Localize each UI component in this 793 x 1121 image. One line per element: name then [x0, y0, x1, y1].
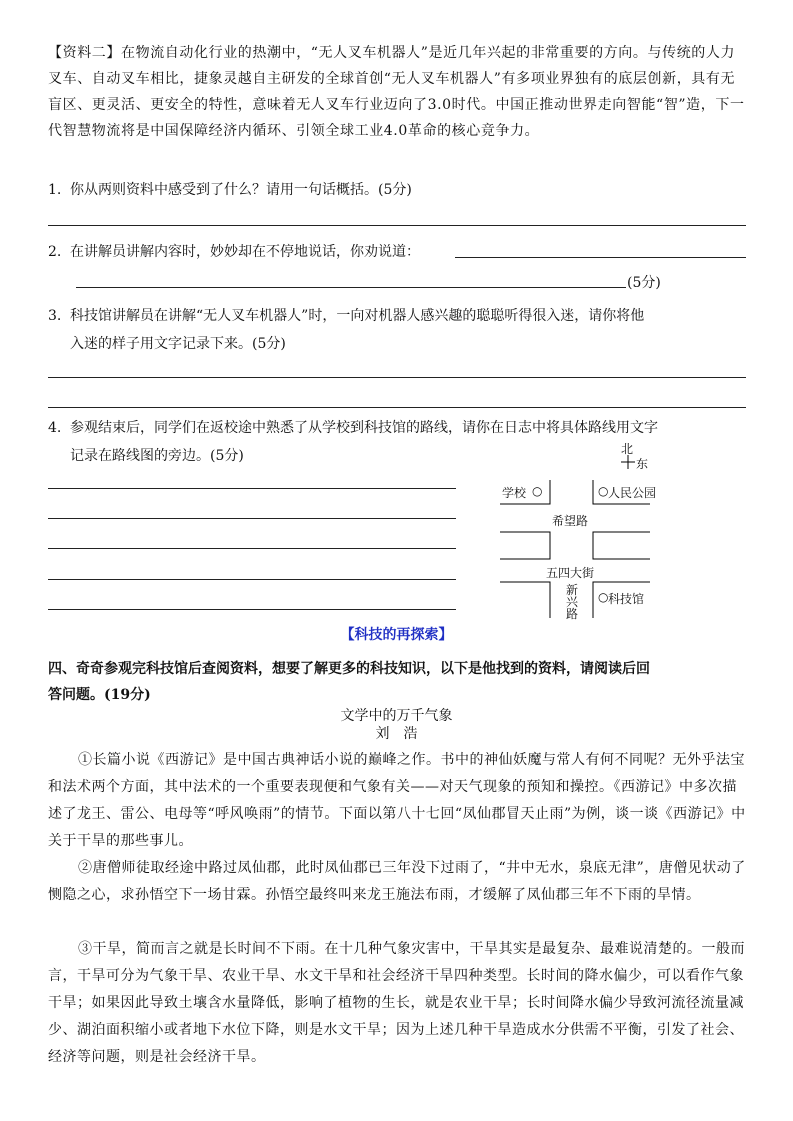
question-2-text: 在讲解员讲解内容时，妙妙却在不停地说话，你劝说道：	[70, 244, 420, 260]
part-4-heading-line2: 答问题。(19分)	[48, 687, 151, 703]
compass-east-label: 东	[636, 457, 649, 471]
answer-line-q1[interactable]	[48, 225, 746, 226]
question-4-line2: 记录在路线图的旁边。(5分)	[70, 448, 244, 464]
museum-label: 科技馆	[608, 592, 645, 606]
question-2-number: 2.	[48, 244, 62, 260]
school-marker-icon: ○	[532, 484, 543, 498]
road-xinxing-label-2: 兴	[566, 595, 579, 609]
answer-line-q2b[interactable]	[76, 287, 626, 288]
road-xiwang-label: 希望路	[552, 514, 589, 528]
answer-line-q3b[interactable]	[48, 407, 746, 408]
article-author: 刘 浩	[375, 726, 418, 742]
part-4-heading	[48, 656, 748, 708]
road-xinxing-label-3: 路	[566, 607, 579, 621]
question-2-score: (5分)	[627, 275, 661, 291]
school-label: 学校	[502, 486, 527, 500]
park-marker-icon: ○	[598, 484, 609, 498]
answer-line-q3a[interactable]	[48, 377, 746, 378]
answer-line-q4e[interactable]	[48, 609, 456, 610]
question-1-text: 你从两则资料中感受到了什么？请用一句话概括。(5分)	[70, 182, 412, 198]
question-3	[48, 302, 748, 358]
answer-line-q4b[interactable]	[48, 518, 456, 519]
question-4-line1: 参观结束后，同学们在返校途中熟悉了从学校到科技馆的路线，请你在日志中将具体路线用文字	[70, 420, 658, 436]
question-3-line1: 科技馆讲解员在讲解“无人叉车机器人”时，一向对机器人感兴趣的聪聪听得很入迷，请你将他	[70, 308, 645, 324]
answer-line-q2a[interactable]	[455, 257, 746, 258]
article-title: 文学中的万千气象	[340, 708, 453, 724]
route-map-roads	[490, 440, 680, 620]
route-map	[490, 440, 680, 620]
question-3-line2: 入迷的样子用文字记录下来。(5分)	[70, 336, 286, 352]
question-1	[48, 176, 748, 204]
material-2-paragraph: 【资料二】在物流自动化行业的热潮中，“无人叉车机器人”是近几年兴起的非常重要的方向。与传统的人力叉车、自动叉车相比，捷象灵越自主研发的全球首创“无人叉车机器人”有多项业界独有的底层创新，具有无盲区、更灵活、更安全的特性，意味着无人叉车行业迈向了3.0时代。中国正推动世界走向智能“智”造，下一代智慧物流将是中国保障经济内循环、引领全球工业4.0革命的核心竞争力。	[48, 45, 745, 139]
question-3-number: 3.	[48, 308, 62, 324]
road-wusi-label: 五四大街	[546, 566, 595, 580]
road-xinxing-label-1: 新	[566, 583, 579, 597]
article-paragraph-2: ②唐僧师徒取经途中路过凤仙郡，此时凤仙郡已三年没下过雨了，“井中无水，泉底无津”，唐僧见状动了恻隐之心，求孙悟空下一场甘霖。孙悟空最终叫来龙王施法布雨，才缓解了凤仙郡三年不下雨的旱情。	[48, 860, 746, 903]
question-4-number: 4.	[48, 420, 62, 436]
section-title: 【科技的再探索】	[340, 627, 453, 643]
compass-north-label: 北	[621, 442, 634, 456]
article-paragraph-1: ①长篇小说《西游记》是中国古典神话小说的巅峰之作。书中的神仙妖魔与常人有何不同呢？无外乎法宝和法术两个方面，其中法术的一个重要表现便和气象有关——对天气现象的预知和操控。《西游记》中多次描述了龙王、雷公、电母等“呼风唤雨”的情节。下面以第八十七回“凤仙郡冒天止雨”为例，谈一谈《西游记》中关于干旱的那些事儿。	[48, 752, 746, 849]
part-4-heading-line1: 四、奇奇参观完科技馆后查阅资料，想要了解更多的科技知识，以下是他找到的资料，请阅读后回	[48, 661, 650, 677]
answer-line-q4a[interactable]	[48, 488, 456, 489]
question-2	[48, 238, 748, 266]
museum-marker-icon: ○	[598, 590, 609, 604]
answer-line-q4c[interactable]	[48, 548, 456, 549]
question-1-number: 1.	[48, 182, 62, 198]
answer-line-q4d[interactable]	[48, 579, 456, 580]
article-paragraph-3: ③干旱，简而言之就是长时间不下雨。在十几种气象灾害中，干旱其实是最复杂、最难说清楚的。一般而言，干旱可分为气象干旱、农业干旱、水文干旱和社会经济干旱四种类型。长时间的降水偏少，可以看作气象干旱；如果因此导致土壤含水量降低，影响了植物的生长，就是农业干旱；长时间降水偏少导致河流径流量减少、湖泊面积缩小或者地下水位下降，则是水文干旱；因为上述几种干旱造成水分供需不平衡，引发了社会、经济等问题，则是社会经济干旱。	[48, 941, 745, 1065]
park-label: 人民公园	[608, 486, 657, 500]
